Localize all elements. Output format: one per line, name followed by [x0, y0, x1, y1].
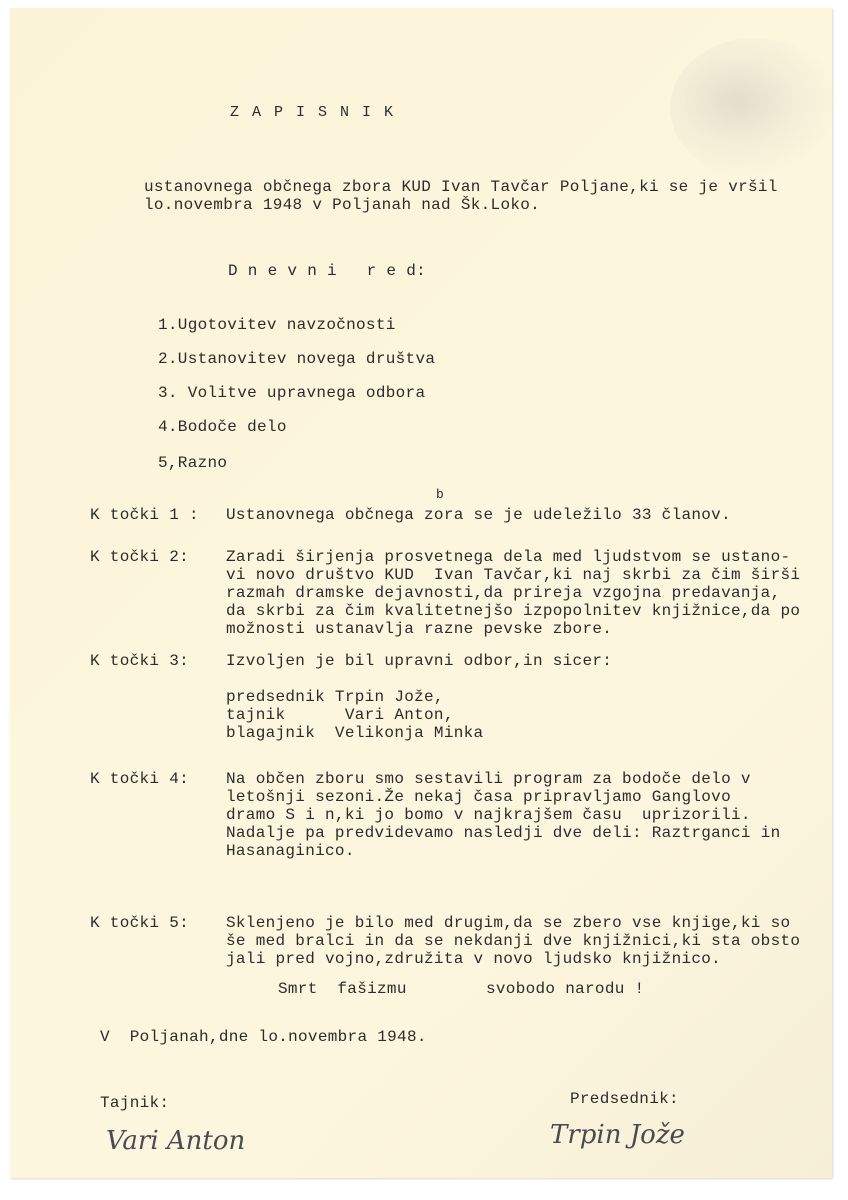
faded-stamp [670, 38, 840, 178]
item-5-line: Sklenjeno je bilo med drugim,da se zbero vse knjige,ki so [226, 914, 791, 932]
item-2-line: možnosti ustanavlja razne pevske zbore. [226, 620, 613, 638]
item-2-line: razmah dramske dejavnosti,da prireja vzgojna predavanja, [226, 584, 781, 602]
item-4-label: K točki 4: [90, 770, 190, 788]
item-2-line: vi novo društvo KUD Ivan Tavčar,ki naj skrbi za čim širši [226, 566, 801, 584]
agenda-item: 1.Ugotovitev navzočnosti [158, 316, 396, 334]
place-date: V Poljanah,dne lo.novembra 1948. [100, 1028, 427, 1046]
handwritten-correction: b [436, 487, 445, 502]
secretary-label: Tajnik: [100, 1094, 170, 1112]
item-4-line: Hasanaginico. [226, 842, 355, 860]
intro-line-1: ustanovnega občnega zbora KUD Ivan Tavčar Poljane,ki se je vršil [144, 178, 778, 196]
agenda-item: 2.Ustanovitev novega društva [158, 350, 436, 368]
item-2-label: K točki 2: [90, 548, 190, 566]
item-3-label: K točki 3: [90, 652, 190, 670]
president-label: Predsednik: [570, 1090, 679, 1108]
item-2-line: Zaradi širjenja prosvetnega dela med ljudstvom se ustano- [226, 548, 791, 566]
secretary-signature: Vari Anton [106, 1126, 246, 1156]
agenda-item: 3. Volitve upravnega odbora [158, 384, 426, 402]
item-5-line: še med bralci in da se nekdanji dve knjižnici,ki sta obsto [226, 932, 801, 950]
item-2-line: da skrbi za čim kvalitetnejšo izpopolnitev knjižnice,da po [226, 602, 801, 620]
board-member: predsednik Trpin Jože, [226, 688, 444, 706]
agenda-item: 4.Bodoče delo [158, 418, 287, 436]
document-page [10, 8, 832, 1178]
item-4-line: dramo S i n,ki jo bomo v najkrajšem času uprizorili. [226, 806, 751, 824]
item-4-line: Nadalje pa predvidevamo nasledji dve deli: Raztrganci in [226, 824, 781, 842]
agenda-heading: D n e v n i r e d: [228, 262, 427, 280]
item-5-label: K točki 5: [90, 914, 190, 932]
president-signature: Trpin Jože [550, 1120, 685, 1150]
item-4-line: letošnji sezoni.Že nekaj časa pripravljamo Ganglovo [226, 788, 731, 806]
agenda-item: 5,Razno [158, 454, 228, 472]
intro-line-2: lo.novembra 1948 v Poljanah nad Šk.Loko. [144, 196, 541, 214]
slogan-left: Smrt fašizmu [278, 980, 407, 998]
board-member: tajnik Vari Anton, [226, 706, 454, 724]
item-3-line: Izvoljen je bil upravni odbor,in sicer: [226, 652, 613, 670]
item-5-line: jali pred vojno,združita v novo ljudsko knjižnico. [226, 950, 722, 968]
slogan-right: svobodo narodu ! [486, 980, 645, 998]
item-4-line: Na občen zboru smo sestavili program za bodoče delo v [226, 770, 751, 788]
item-1-label: K točki 1 : [90, 506, 199, 524]
board-member: blagajnik Velikonja Minka [226, 724, 484, 742]
item-1-line: Ustanovnega občnega zora se je udeležilo 33 članov. [226, 506, 731, 524]
document-title: Z A P I S N I K [230, 104, 396, 121]
